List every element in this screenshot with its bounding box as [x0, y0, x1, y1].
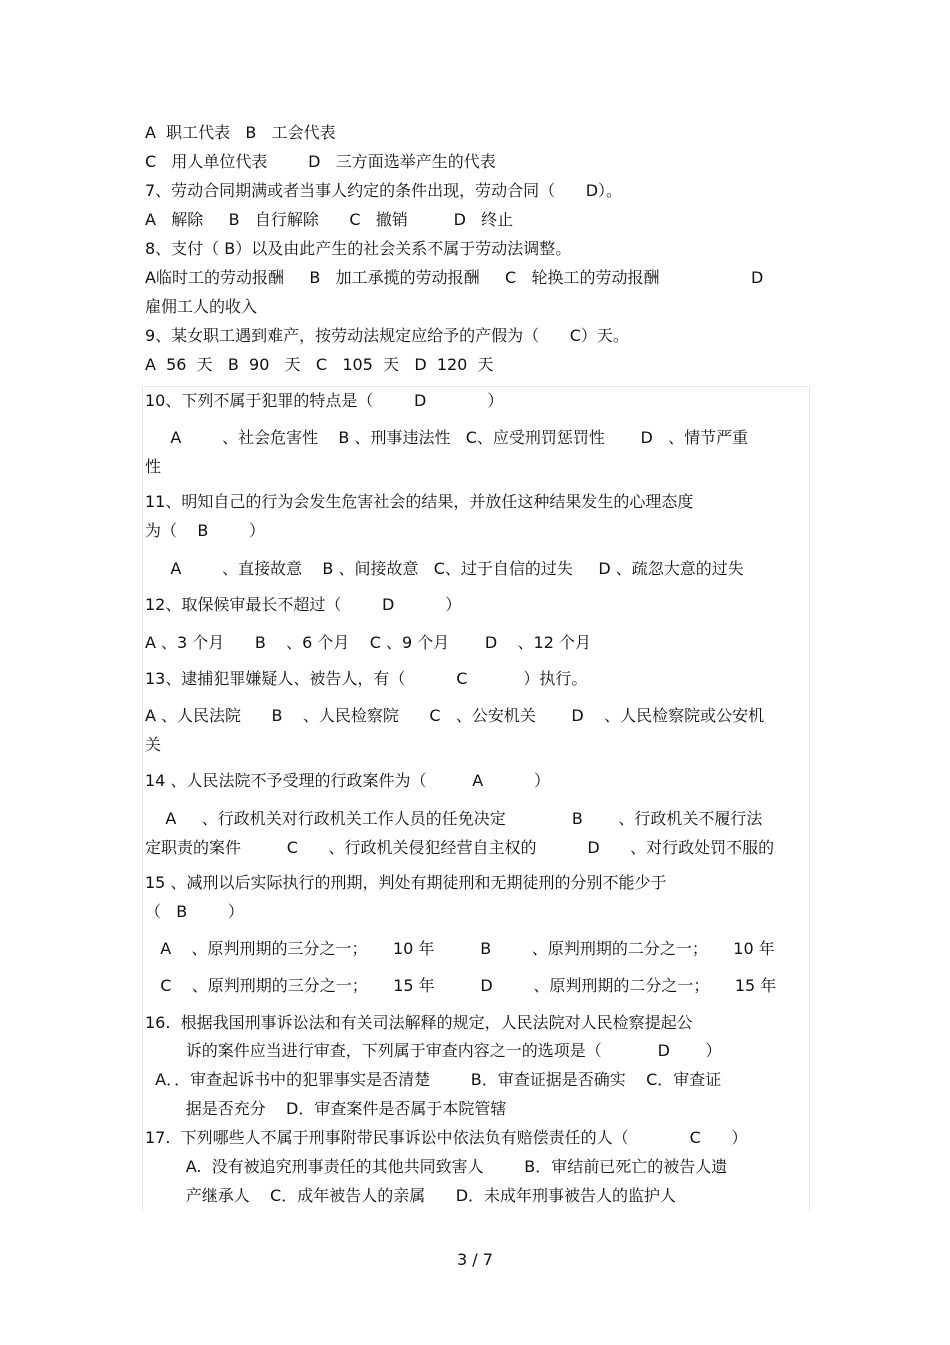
question-15: 15 、减刑以后实际执行的刑期，判处有期徒刑和无期徒刑的分别不能少于 — [145, 873, 667, 892]
question-16-cont: 诉的案件应当进行审查，下列属于审查内容之一的选项是（ D ） — [145, 1041, 722, 1060]
question-11: 11、明知自己的行为会发生危害社会的结果，并放任这种结果发生的心理态度 — [145, 492, 694, 511]
option-line: 雇佣工人的收入 — [145, 297, 258, 316]
option-line: A. 没有被追究刑事责任的其他共同致害人 B．审结前已死亡的被告人遗 — [145, 1157, 728, 1176]
option-line: 产继承人 C．成年被告人的亲属 D．未成年刑事被告人的监护人 — [145, 1186, 677, 1205]
option-line: 据是否充分 D．审查案件是否属于本院管辖 — [145, 1099, 507, 1118]
option-line: A 解除 B 自行解除 C 撤销 D 终止 — [145, 210, 514, 229]
option-line: A 、行政机关对行政机关工作人员的任免决定 B 、行政机关不履行法 — [145, 809, 763, 828]
option-line: A 56 天 B 90 天 C 105 天 D 120 天 — [145, 355, 494, 374]
page-number: 3 / 7 — [457, 1250, 493, 1269]
option-line: 定职责的案件 C 、行政机关侵犯经营自主权的 D 、对行政处罚不服的 — [145, 838, 775, 857]
option-line: A 、原判刑期的三分之一； 10 年 B 、原判刑期的二分之一； 10 年 — [145, 939, 775, 958]
option-line: C 用人单位代表 D 三方面选举产生的代表 — [145, 152, 496, 171]
option-line: C 、原判刑期的三分之一； 15 年 D 、原判刑期的二分之一； 15 年 — [145, 976, 777, 995]
option-line: A 、3 个月 B 、6 个月 C 、9 个月 D 、12 个月 — [145, 633, 591, 652]
question-16: 16. 根据我国刑事诉讼法和有关司法解释的规定，人民法院对人民检察提起公 — [145, 1013, 693, 1032]
question-9: 9、某女职工遇到难产，按劳动法规定应给予的产假为（ C）天。 — [145, 326, 629, 345]
option-line: 关 — [145, 735, 162, 754]
question-17: 17. 下列哪些人不属于刑事附带民事诉讼中依法负有赔偿责任的人（ C ） — [145, 1128, 748, 1147]
question-12: 12、取保候审最长不超过（ D ） — [145, 595, 462, 614]
question-13: 13、逮捕犯罪嫌疑人、被告人，有（ C ）执行。 — [145, 669, 588, 688]
question-10: 10、下列不属于犯罪的特点是（ D ） — [145, 391, 504, 410]
question-7: 7、劳动合同期满或者当事人约定的条件出现，劳动合同（ D）。 — [145, 181, 623, 200]
question-8: 8、支付（ B）以及由此产生的社会关系不属于劳动法调整。 — [145, 239, 572, 258]
option-line: 性 — [145, 457, 162, 476]
question-15-cont: （ B ） — [145, 902, 244, 921]
option-line: A 、直接故意 B 、间接故意 C、过于自信的过失 D 、疏忽大意的过失 — [145, 559, 744, 578]
option-line: A临时工的劳动报酬 B 加工承揽的劳动报酬 C 轮换工的劳动报酬 D — [145, 268, 764, 287]
option-line: A 职工代表 B 工会代表 — [145, 123, 336, 142]
option-line: A 、人民法院 B 、人民检察院 C 、公安机关 D 、人民检察院或公安机 — [145, 706, 765, 725]
question-11-cont: 为（ B ） — [145, 521, 266, 540]
option-line: A 、社会危害性 B 、刑事违法性 C、应受刑罚惩罚性 D 、情节严重 — [145, 428, 749, 447]
question-14: 14 、人民法院不予受理的行政案件为（ A ） — [145, 771, 551, 790]
option-line: A．．审查起诉书中的犯罪事实是否清楚 B．审查证据是否确实 C．审查证 — [145, 1070, 722, 1089]
